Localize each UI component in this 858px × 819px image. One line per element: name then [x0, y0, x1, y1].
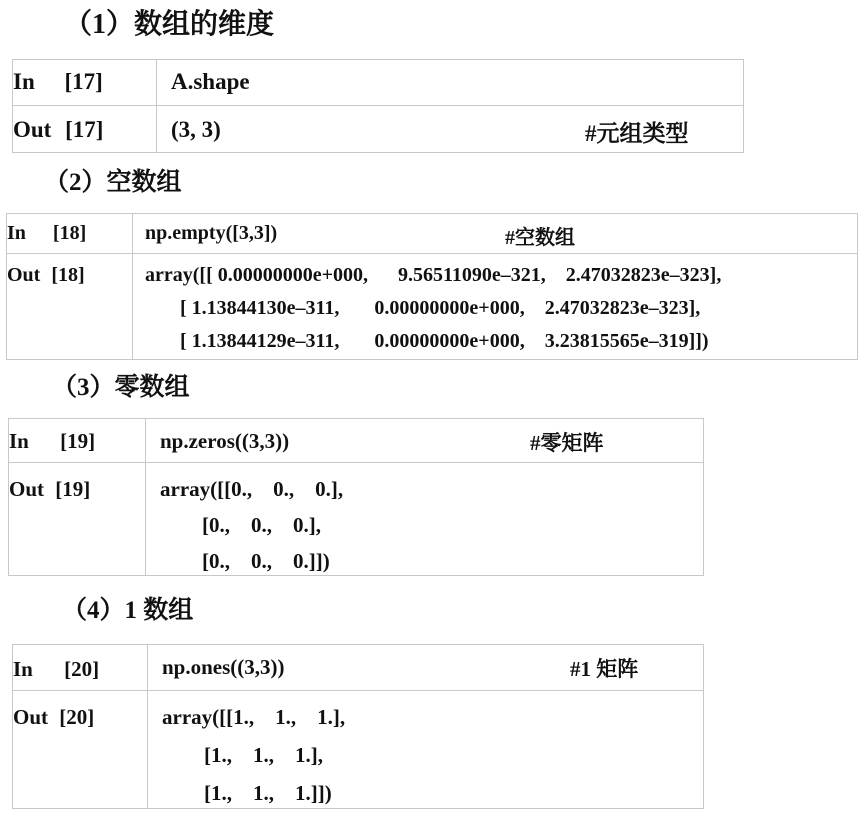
input-comment: #1 矩阵	[570, 657, 639, 681]
output-line: [1., 1., 1.],	[162, 743, 323, 767]
out-label: Out	[7, 264, 41, 286]
section-heading-shape: （1）数组的维度	[64, 9, 275, 40]
output-line: array([[1., 1., 1.],	[162, 705, 346, 729]
cell-table-shape	[12, 59, 744, 153]
input-code: np.ones((3,3))	[162, 655, 285, 679]
in-label: In	[9, 429, 29, 453]
input-comment: #空数组	[505, 227, 575, 249]
input-cell[interactable]	[133, 214, 858, 254]
output-line: [ 1.13844130e–311, 0.00000000e+000, 2.47032823e–323],	[145, 297, 701, 319]
in-prompt	[9, 419, 146, 463]
input-code: np.zeros((3,3))	[160, 429, 290, 453]
cell-table-ones	[12, 644, 704, 809]
in-prompt	[7, 214, 133, 254]
output-comment: #元组类型	[585, 121, 689, 146]
in-number: [20]	[64, 657, 100, 681]
input-cell[interactable]	[146, 419, 704, 463]
in-number: [18]	[52, 222, 87, 244]
in-number: [17]	[64, 69, 103, 94]
in-prompt	[13, 645, 148, 691]
out-prompt	[9, 463, 146, 576]
output-cell	[157, 106, 744, 153]
in-label: In	[13, 69, 35, 94]
section-heading-empty: （2）空数组	[44, 169, 182, 196]
in-number: [19]	[60, 429, 96, 453]
cell-table-zeros	[8, 418, 704, 576]
out-label: Out	[9, 477, 45, 501]
out-prompt	[13, 106, 157, 153]
output-cell	[148, 691, 704, 809]
output-cell	[146, 463, 704, 576]
output-line: array([[ 0.00000000e+000, 9.56511090e–321, 2.47032823e–323],	[145, 264, 722, 286]
out-label: Out	[13, 705, 49, 729]
section-heading-ones: （4）1 数组	[62, 597, 194, 624]
input-cell[interactable]	[157, 60, 744, 106]
input-cell[interactable]	[148, 645, 704, 691]
output-cell	[133, 254, 858, 360]
section-heading-zeros: （3）零数组	[52, 374, 190, 401]
in-prompt	[13, 60, 157, 106]
output-line: [0., 0., 0.]])	[160, 549, 330, 573]
input-code: np.empty([3,3])	[145, 222, 278, 244]
in-label: In	[13, 657, 33, 681]
output-line: [1., 1., 1.]])	[162, 781, 332, 805]
cell-table-empty	[6, 213, 858, 360]
out-number: [19]	[55, 477, 91, 501]
output-line: (3, 3)	[171, 117, 221, 142]
out-prompt	[13, 691, 148, 809]
output-line: [0., 0., 0.],	[160, 513, 321, 537]
input-comment: #零矩阵	[530, 431, 604, 455]
out-number: [17]	[65, 117, 104, 142]
input-code: A.shape	[171, 69, 250, 94]
out-number: [18]	[51, 264, 85, 286]
out-prompt	[7, 254, 133, 360]
out-label: Out	[13, 117, 52, 142]
output-line: array([[0., 0., 0.],	[160, 477, 344, 501]
out-number: [20]	[59, 705, 95, 729]
output-line: [ 1.13844129e–311, 0.00000000e+000, 3.23815565e–319]])	[145, 330, 709, 352]
in-label: In	[7, 222, 26, 244]
